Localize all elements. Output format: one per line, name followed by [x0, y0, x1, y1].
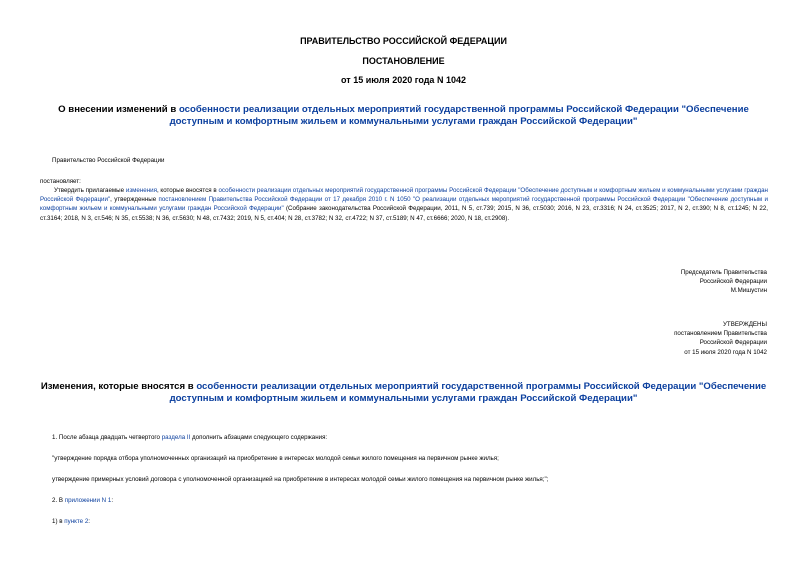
item-3: [52, 517, 90, 526]
item-3-text: 1) в: [52, 518, 63, 525]
approved-by: постановлением Правительства: [674, 330, 767, 338]
signature-country: Российской Федерации: [699, 278, 767, 286]
resolves-line: постановляет:: [40, 178, 81, 185]
approved-label: УТВЕРЖДЕНЫ: [723, 321, 767, 328]
appendix-1-link[interactable]: приложении N 1: [64, 497, 112, 504]
approve-text: Утвердить прилагаемые: [54, 187, 125, 194]
title-prefix: О внесении изменений в: [58, 104, 179, 115]
quote-2: утверждение примерных условий договора с уполномоченной организацией на приобретение в интересах молодой семьи жилого помещения на первичном рынке жилья;";: [52, 476, 549, 483]
document-title: [40, 104, 767, 128]
changes-title: [36, 381, 771, 405]
changes-title-link[interactable]: особенности реализации отдельных мероприятий государственной программы Российской Федерации "Обеспечение доступным и комфортным жильем и коммунальными услугами граждан Российской Федерации": [169, 381, 767, 404]
item-2-colon: :: [111, 497, 114, 504]
item-1-text-end: дополнить абзацами следующего содержания:: [192, 434, 328, 441]
approved-date: от 15 июля 2020 года N 1042: [684, 348, 767, 356]
item-2-text: 2. В: [52, 497, 64, 504]
point-2-link[interactable]: пункте 2: [64, 518, 89, 525]
doc-type-heading: ПОСТАНОВЛЕНИЕ: [362, 56, 445, 66]
government-line: Правительство Российской Федерации: [52, 157, 165, 164]
source-citation: (Собрание законодательства Российской Федерации, 2011, N 5, ст.739; 2015, N 36, ст.5030; 2016, N 23, ст.3316; N 24, ст.3525; 2017, N 2, ст.390; N 8, ст.1245; N 22, ст.3164; 2018, N 3, ст.546; N 35, ст.5538; N 36, ст.5630; N 48, ст.7432; 2019, N 5, ст.404; N 28, ст.3782; N 32, ст.4722; N 37, ст.5189; N 47, ст.6666; 2020, N 18, ст.2908).: [40, 205, 768, 222]
features-link[interactable]: особенности реализации отдельных мероприятий государственной программы Российской Федерации "Обеспечение доступным и комфортным жильем и коммунальными услугами граждан Российской Федерации": [40, 187, 768, 204]
date-number-heading: от 15 июля 2020 года N 1042: [341, 75, 466, 85]
item-3-colon: :: [88, 518, 90, 525]
item-1: [52, 433, 327, 442]
signature-name: М.Мишустин: [730, 287, 767, 295]
resolution-link[interactable]: постановлением Правительства Российской Федерации от 17 декабря 2010 г. N 1050 "О реализации отдельных мероприятий государственной программы Российской Федерации "Обеспечение доступным и комфортным жильем и коммунальными услугами граждан Российской Федерации": [40, 196, 768, 213]
signature-title: Председатель Правительства: [680, 269, 767, 276]
section-ii-link[interactable]: раздела II: [161, 434, 191, 441]
main-paragraph: [40, 186, 768, 223]
changes-link[interactable]: изменения: [125, 187, 157, 194]
approval-block: [467, 320, 767, 357]
item-2: [52, 496, 113, 505]
mid-text-2: , утвержденные: [110, 196, 157, 204]
government-heading: ПРАВИТЕЛЬСТВО РОССИЙСКОЙ ФЕДЕРАЦИИ: [300, 36, 507, 46]
approved-country: Российской Федерации: [699, 339, 767, 347]
item-1-text: 1. После абзаца двадцать четвертого: [52, 434, 160, 441]
mid-text-1: , которые вносятся в: [156, 187, 217, 194]
signature-block: [467, 268, 767, 296]
quote-1: "утверждение порядка отбора уполномоченных организаций на приобретение в интересах молодой семьи жилого помещения на первичном рынке жилья;: [52, 455, 499, 462]
title-link[interactable]: особенности реализации отдельных мероприятий государственной программы Российской Федерации "Обеспечение доступным и комфортным жильем и коммунальными услугами граждан Российской Федерации": [169, 104, 749, 127]
changes-title-prefix: Изменения, которые вносятся в: [40, 381, 197, 392]
